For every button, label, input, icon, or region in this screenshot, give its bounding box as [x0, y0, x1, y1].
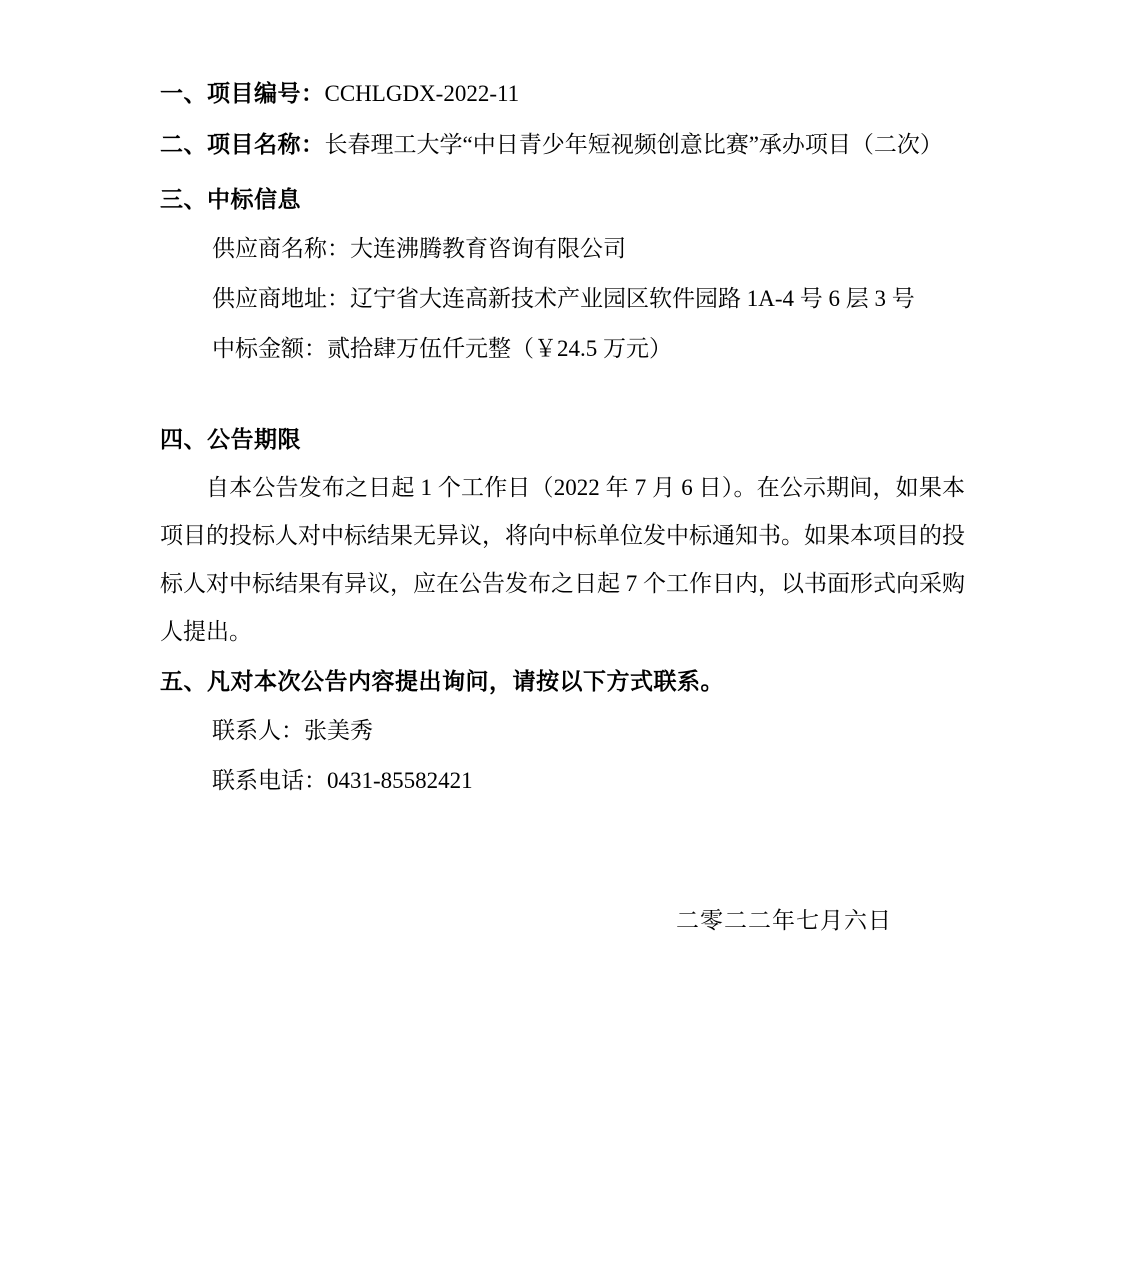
contact-person-line [160, 706, 965, 756]
project-name-label: 二、项目名称： [160, 131, 325, 157]
heading-award-info: 三、中标信息 [160, 186, 301, 212]
contact-phone-line [160, 756, 965, 806]
supplier-address-label: 供应商地址： [212, 286, 350, 311]
announcement-period-body: 自本公告发布之日起 1 个工作日（2022 年 7 月 6 日）。在公示期间，如果本项目的投标人对中标结果无异议，将向中标单位发中标通知书。如果本项目的投标人对中标结果有异议，应在公告发布之日起 7 个工作日内，以书面形式向采购人提出。 [160, 475, 965, 644]
project-number-label: 一、项目编号： [160, 80, 325, 106]
award-amount-value: 贰拾肆万伍仟元整（￥24.5 万元） [327, 336, 672, 361]
award-amount-line [160, 324, 965, 374]
supplier-name-label: 供应商名称： [212, 236, 350, 261]
document-date: 二零二二年七月六日 [676, 908, 892, 933]
contact-person-label: 联系人： [212, 718, 304, 743]
contact-phone-value: 0431-85582421 [327, 768, 473, 793]
heading-announcement-period: 四、公告期限 [160, 426, 301, 452]
contact-person-value: 张美秀 [304, 718, 373, 743]
contact-phone-label: 联系电话： [212, 768, 327, 793]
section-project-number [160, 68, 965, 119]
supplier-name-value: 大连沸腾教育咨询有限公司 [350, 236, 626, 261]
section-project-name [160, 119, 965, 170]
supplier-address-value: 辽宁省大连高新技术产业园区软件园路 1A-4 号 6 层 3 号 [350, 286, 915, 311]
award-amount-label: 中标金额： [212, 336, 327, 361]
heading-contact: 五、凡对本次公告内容提出询问，请按以下方式联系。 [160, 668, 724, 694]
project-number-value: CCHLGDX-2022-11 [324, 81, 520, 106]
supplier-address-line [160, 274, 965, 324]
supplier-name-line [160, 224, 965, 274]
project-name-value: 长春理工大学“中日青少年短视频创意比赛”承办项目（二次） [324, 132, 943, 157]
